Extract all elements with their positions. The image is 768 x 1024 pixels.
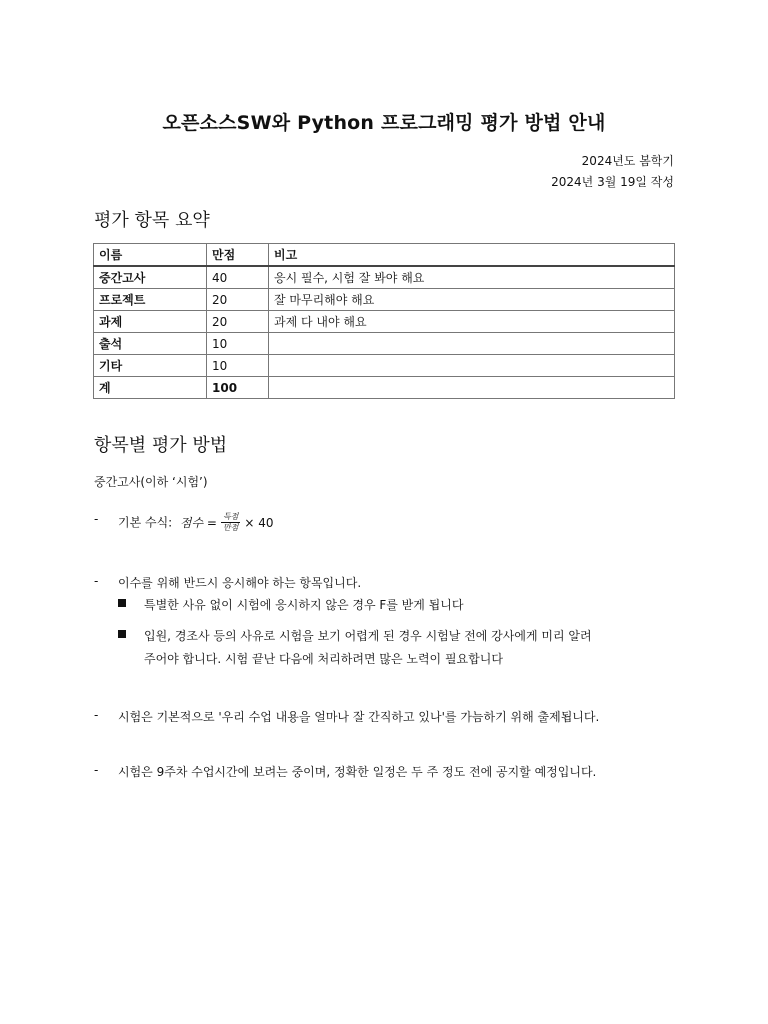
- dash-marker: -: [94, 763, 99, 777]
- row-name: 출석: [94, 333, 207, 355]
- row-note: [269, 333, 675, 355]
- header-note: 비고: [269, 244, 675, 267]
- row-note: 과제 다 내야 해요: [269, 311, 675, 333]
- row-name: 중간고사: [94, 266, 207, 289]
- total-name: 계: [94, 377, 207, 399]
- row-score: 10: [207, 333, 269, 355]
- formula-numerator: 득점: [222, 512, 239, 521]
- table-row: [94, 333, 675, 355]
- formula-lhs: 점수 =: [179, 516, 217, 530]
- bullet-text: 특별한 사유 없이 시험에 응시하지 않은 경우 F를 받게 됩니다: [144, 598, 464, 612]
- formula-text: [118, 512, 274, 533]
- evaluation-summary-table: [93, 243, 675, 399]
- row-name: 기타: [94, 355, 207, 377]
- midterm-label: 중간고사(이하 ‘시험’): [94, 475, 208, 489]
- formula-fraction: [221, 512, 240, 533]
- total-score: 100: [207, 377, 269, 399]
- dash-marker: -: [94, 574, 99, 588]
- written-date: 2024년 3월 19일 작성: [551, 175, 674, 189]
- table-row: [94, 266, 675, 289]
- row-score: 20: [207, 289, 269, 311]
- table-row: [94, 289, 675, 311]
- square-bullet-icon: [118, 630, 126, 638]
- row-name: 프로젝트: [94, 289, 207, 311]
- row-score: 20: [207, 311, 269, 333]
- score-formula: [176, 512, 274, 533]
- row-score: 40: [207, 266, 269, 289]
- page-title: 오픈소스SW와 Python 프로그래밍 평가 방법 안내: [162, 112, 606, 134]
- table-row: [94, 355, 675, 377]
- table-row: [94, 311, 675, 333]
- dash-marker: -: [94, 512, 99, 526]
- row-note: 응시 필수, 시험 잘 봐야 해요: [269, 266, 675, 289]
- table-header-row: [94, 244, 675, 267]
- section-heading-summary: 평가 항목 요약: [94, 210, 210, 231]
- formula-prefix: 기본 수식:: [118, 515, 173, 530]
- row-score: 10: [207, 355, 269, 377]
- bullet-line-1: 입원, 경조사 등의 사유로 시험을 보기 어렵게 된 경우 시험날 전에 강사에게 미리 알려: [144, 629, 592, 643]
- header-score: 만점: [207, 244, 269, 267]
- row-name: 과제: [94, 311, 207, 333]
- square-bullet-icon: [118, 599, 126, 607]
- section-heading-methods: 항목별 평가 방법: [94, 435, 228, 456]
- header-name: 이름: [94, 244, 207, 267]
- bullet-line-2: 주어야 합니다. 시험 끝난 다음에 처리하려면 많은 노력이 필요합니다: [144, 652, 503, 666]
- formula-denominator: 만점: [222, 523, 239, 532]
- semester-label: 2024년도 봄학기: [581, 154, 674, 168]
- purpose-text: 시험은 기본적으로 '우리 수업 내용을 얼마나 잘 간직하고 있나'를 가늠하기 위해 출제됩니다.: [118, 710, 600, 724]
- dash-marker: -: [94, 708, 99, 722]
- row-note: 잘 마무리해야 해요: [269, 289, 675, 311]
- formula-suffix: × 40: [244, 515, 274, 530]
- row-note: [269, 355, 675, 377]
- bullet-text-multiline: [144, 625, 592, 671]
- table-total-row: [94, 377, 675, 399]
- required-text: 이수를 위해 반드시 응시해야 하는 항목입니다.: [118, 576, 362, 590]
- schedule-text: 시험은 9주차 수업시간에 보려는 중이며, 정확한 일정은 두 주 정도 전에 공지할 예정입니다.: [118, 765, 597, 779]
- total-note: [269, 377, 675, 399]
